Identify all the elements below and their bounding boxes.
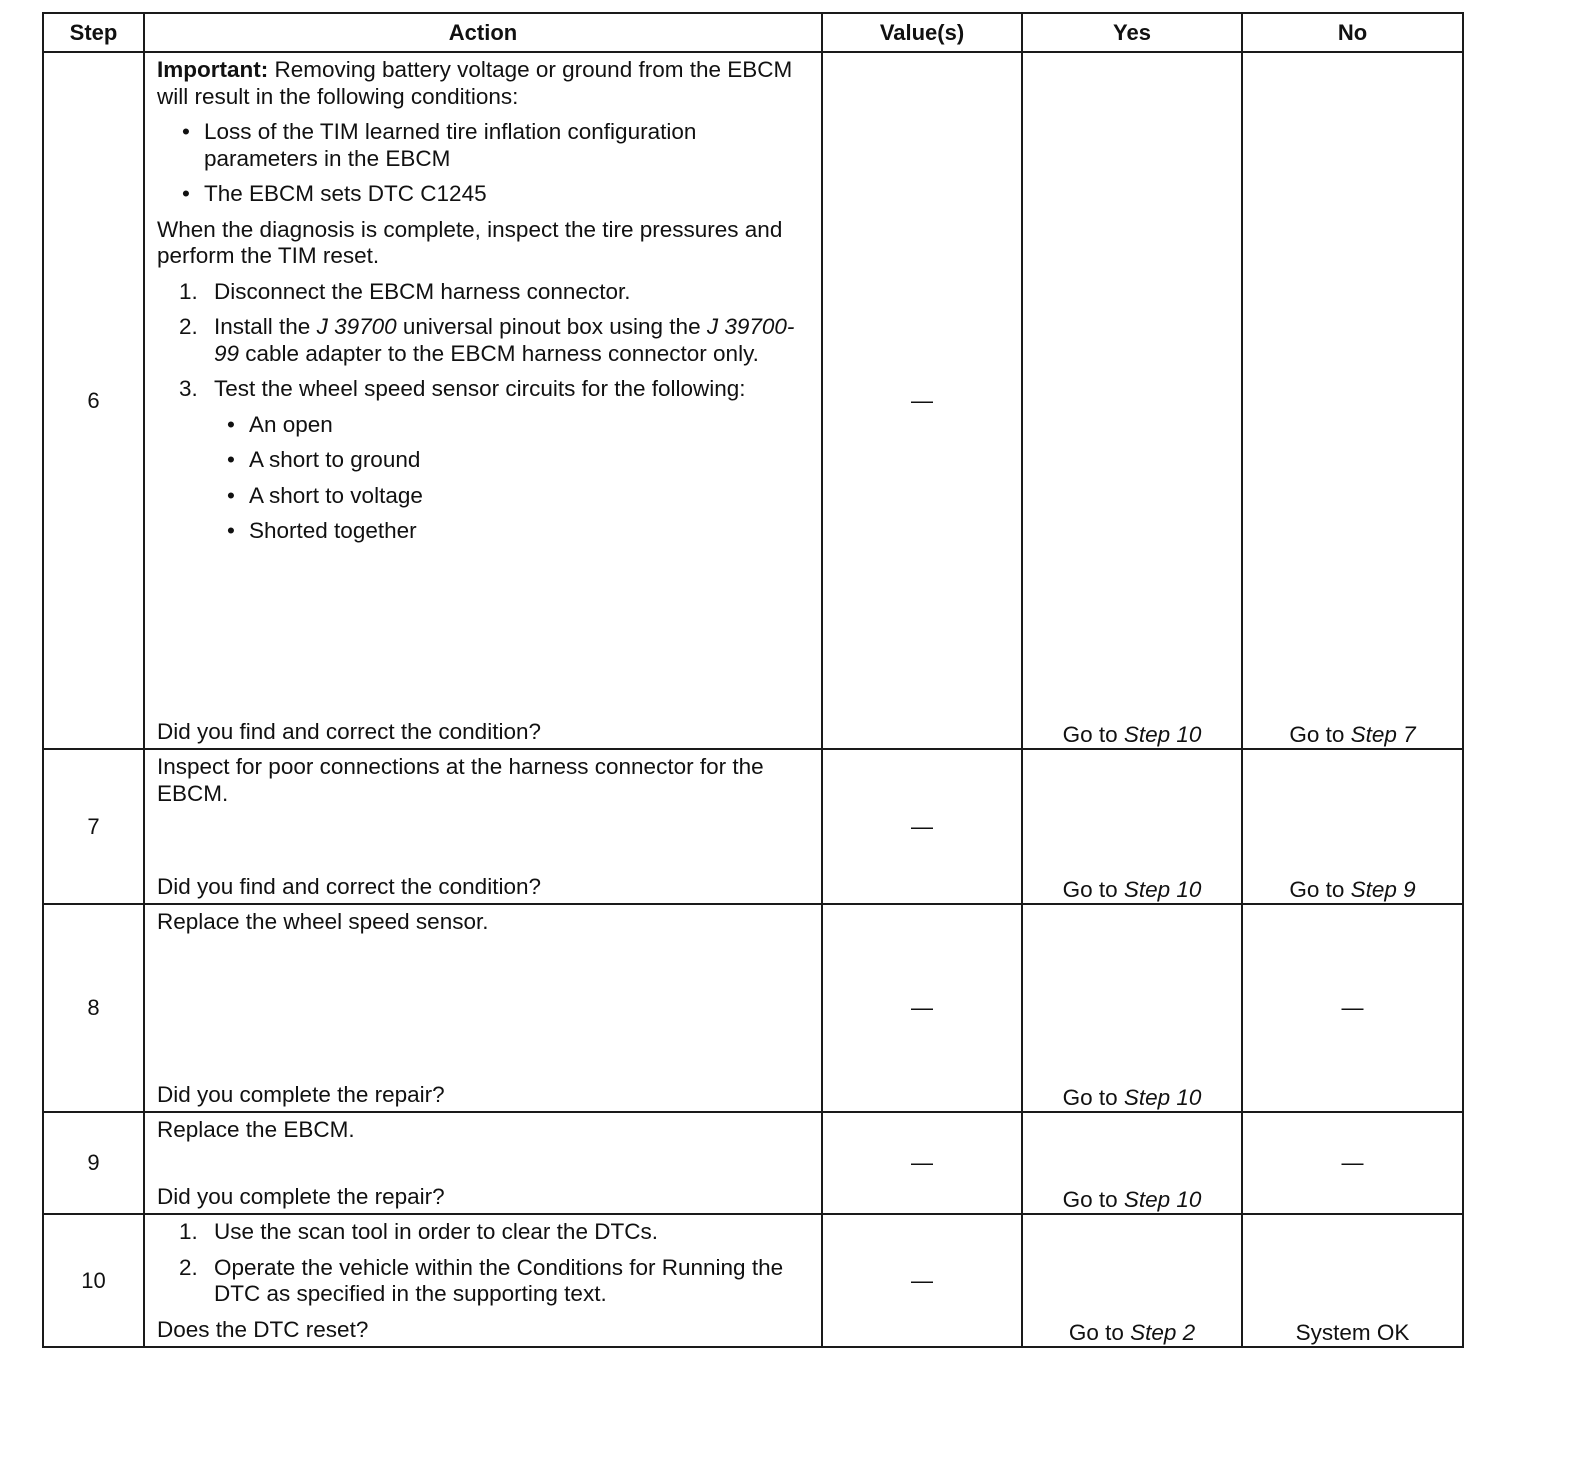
question: Did you find and correct the condition? xyxy=(157,873,541,899)
step-number: 9 xyxy=(43,1112,144,1214)
list-item: • A short to voltage xyxy=(157,483,813,510)
question: Did you find and correct the condition? xyxy=(157,718,541,744)
no-cell: System OK xyxy=(1242,1214,1463,1347)
yes-cell: Go to Step 10 xyxy=(1022,1112,1242,1214)
numbered-step: 3. Test the wheel speed sensor circuits for the following: xyxy=(179,376,746,401)
paragraph: Inspect for poor connections at the harness connector for the EBCM. xyxy=(157,754,764,806)
step-link: Step 10 xyxy=(1123,1187,1202,1212)
paragraph: Replace the wheel speed sensor. xyxy=(157,909,489,934)
list-item: • Loss of the TIM learned tire inflation configuration parameters in the EBCM xyxy=(157,119,813,172)
step-number: 7 xyxy=(43,749,144,904)
question: Does the DTC reset? xyxy=(157,1316,369,1342)
step-number: 10 xyxy=(43,1214,144,1347)
yes-cell: Go to Step 2 xyxy=(1022,1214,1242,1347)
value-cell: — xyxy=(822,904,1022,1112)
table-row-step-7 xyxy=(43,749,1463,904)
numbered-step: 2. Install the J 39700 universal pinout box using the J 39700-99 cable adapter to the EBCM harness connector only. xyxy=(179,314,795,366)
question: Did you complete the repair? xyxy=(157,1081,445,1107)
step-link: Step 9 xyxy=(1350,877,1416,902)
table-row-step-6 xyxy=(43,52,1463,749)
step-link: Step 10 xyxy=(1123,722,1202,747)
list-item: • The EBCM sets DTC C1245 xyxy=(157,181,813,208)
step-link: Step 7 xyxy=(1350,722,1416,747)
list-item: • An open xyxy=(157,412,813,439)
yes-cell: Go to Step 10 xyxy=(1022,904,1242,1112)
tool-reference: J 39700 xyxy=(316,314,397,339)
list-item: • Shorted together xyxy=(157,518,813,545)
question: Did you complete the repair? xyxy=(157,1183,445,1209)
step-number: 6 xyxy=(43,52,144,749)
header-step: Step xyxy=(43,13,144,52)
value-cell: — xyxy=(822,52,1022,749)
step-link: Step 10 xyxy=(1123,1085,1202,1110)
table-row-step-10 xyxy=(43,1214,1463,1347)
diagnostic-table xyxy=(42,12,1464,1348)
no-cell: Go to Step 7 xyxy=(1242,52,1463,749)
important-note: Important: Removing battery voltage or ground from the EBCM will result in the following conditions: xyxy=(157,57,793,109)
table-row-step-8 xyxy=(43,904,1463,1112)
header-action: Action xyxy=(144,13,822,52)
step-number: 8 xyxy=(43,904,144,1112)
step-link: Step 2 xyxy=(1130,1320,1196,1345)
action-cell xyxy=(144,1112,822,1214)
numbered-step: 1. Disconnect the EBCM harness connector. xyxy=(179,278,631,304)
no-cell: Go to Step 9 xyxy=(1242,749,1463,904)
action-cell xyxy=(144,749,822,904)
paragraph: Replace the EBCM. xyxy=(157,1117,355,1142)
no-cell: — xyxy=(1242,1112,1463,1214)
yes-cell: Go to Step 10 xyxy=(1022,749,1242,904)
action-cell xyxy=(144,52,822,749)
tool-reference: J 39700-99 xyxy=(214,314,795,366)
header-row xyxy=(43,13,1463,52)
value-cell: — xyxy=(822,1112,1022,1214)
action-cell xyxy=(144,1214,822,1347)
yes-cell: Go to Step 10 xyxy=(1022,52,1242,749)
list-item: • A short to ground xyxy=(157,447,813,474)
step-link: Step 10 xyxy=(1123,877,1202,902)
numbered-step: 1. Use the scan tool in order to clear the DTCs. xyxy=(179,1219,658,1244)
header-values: Value(s) xyxy=(822,13,1022,52)
action-cell xyxy=(144,904,822,1112)
important-label: Important: xyxy=(157,57,269,82)
no-cell: — xyxy=(1242,904,1463,1112)
header-no: No xyxy=(1242,13,1463,52)
table-row-step-9 xyxy=(43,1112,1463,1214)
value-cell: — xyxy=(822,1214,1022,1347)
numbered-step: 2. Operate the vehicle within the Conditions for Running the DTC as specified in the supporting text. xyxy=(179,1254,784,1306)
value-cell: — xyxy=(822,749,1022,904)
header-yes: Yes xyxy=(1022,13,1242,52)
paragraph: When the diagnosis is complete, inspect the tire pressures and perform the TIM reset. xyxy=(157,216,783,268)
